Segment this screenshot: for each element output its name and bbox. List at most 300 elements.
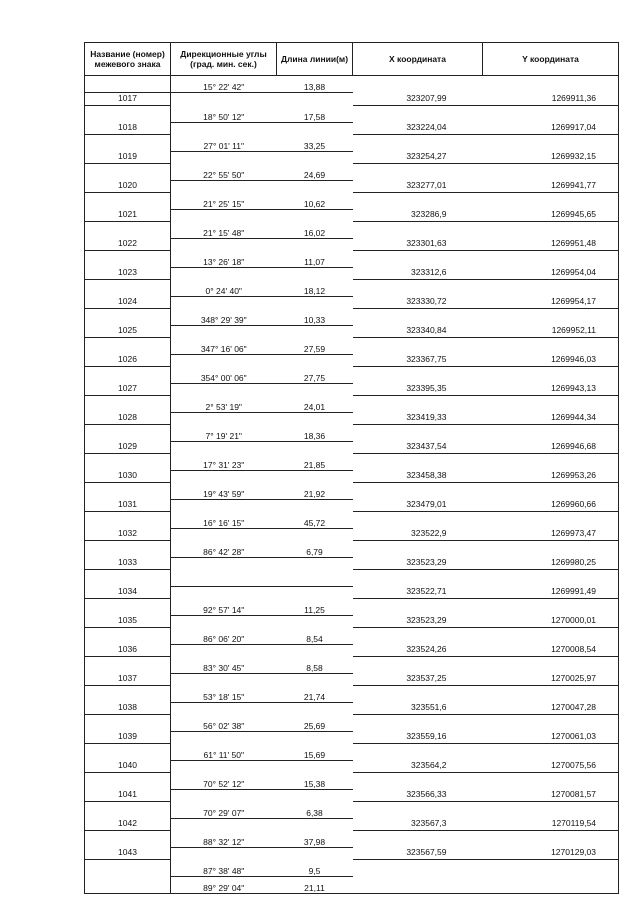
empty-cell [171, 325, 277, 338]
direction-angle-cell: 61° 11' 50" [171, 744, 277, 761]
empty-cell [277, 760, 353, 773]
line-length-cell: 9,5 [277, 860, 353, 877]
empty-cell [277, 238, 353, 251]
segment-row [85, 876, 619, 893]
empty-cell [483, 802, 619, 819]
empty-cell [483, 715, 619, 732]
segment-row [85, 860, 619, 877]
segment-row [85, 193, 619, 210]
x-coordinate-cell: 323286,9 [353, 209, 483, 222]
y-coordinate-cell: 1269952,11 [483, 325, 619, 338]
line-length-cell: 25,69 [277, 715, 353, 732]
segment-row [85, 396, 619, 413]
empty-cell [85, 512, 171, 529]
empty-cell [171, 470, 277, 483]
empty-cell [353, 367, 483, 384]
y-coordinate-cell: 1269973,47 [483, 528, 619, 541]
y-coordinate-cell: 1269954,04 [483, 267, 619, 280]
segment-row [85, 773, 619, 790]
table-row [85, 499, 619, 512]
table-row [85, 354, 619, 367]
y-coordinate-cell: 1269941,77 [483, 180, 619, 193]
segment-row [85, 686, 619, 703]
segment-row [85, 135, 619, 152]
boundary-coordinates-table [84, 42, 619, 894]
x-coordinate-cell: 323207,99 [353, 93, 483, 106]
line-length-cell: 21,74 [277, 686, 353, 703]
table-row [85, 470, 619, 483]
empty-cell [483, 541, 619, 558]
empty-cell [277, 383, 353, 396]
empty-cell [85, 628, 171, 645]
direction-angle-cell: 347° 16' 06" [171, 338, 277, 355]
empty-cell [483, 773, 619, 790]
x-coordinate-cell: 323340,84 [353, 325, 483, 338]
empty-cell [171, 383, 277, 396]
point-name-cell: 1042 [85, 818, 171, 831]
point-name-cell: 1029 [85, 441, 171, 454]
empty-cell [85, 657, 171, 674]
table-row [85, 267, 619, 280]
segment-row [85, 483, 619, 500]
direction-angle-cell [171, 570, 277, 587]
direction-angle-cell: 22° 55' 50" [171, 164, 277, 181]
line-length-cell: 18,36 [277, 425, 353, 442]
table-row [85, 122, 619, 135]
empty-cell [85, 860, 171, 877]
segment-row [85, 367, 619, 384]
empty-cell [85, 541, 171, 558]
table-row [85, 702, 619, 715]
y-coordinate-cell: 1270061,03 [483, 731, 619, 744]
segment-row [85, 164, 619, 181]
empty-cell [483, 628, 619, 645]
direction-angle-cell: 70° 52' 12" [171, 773, 277, 790]
empty-cell [353, 599, 483, 616]
empty-cell [277, 789, 353, 802]
table-row [85, 673, 619, 686]
point-name-cell: 1026 [85, 354, 171, 367]
empty-cell [277, 209, 353, 222]
line-length-cell: 16,02 [277, 222, 353, 239]
segment-row [85, 802, 619, 819]
empty-cell [277, 296, 353, 309]
x-coordinate-cell: 323522,9 [353, 528, 483, 541]
segment-row [85, 76, 619, 93]
direction-angle-cell: 92° 57' 14" [171, 599, 277, 616]
empty-cell [85, 570, 171, 587]
empty-cell [483, 222, 619, 239]
empty-cell [353, 773, 483, 790]
y-coordinate-cell: 1270047,28 [483, 702, 619, 715]
empty-cell [277, 818, 353, 831]
empty-cell [171, 441, 277, 454]
empty-cell [353, 715, 483, 732]
x-coordinate-cell: 323566,33 [353, 789, 483, 802]
direction-angle-cell: 17° 31' 23" [171, 454, 277, 471]
direction-angle-cell: 53° 18' 15" [171, 686, 277, 703]
empty-cell [353, 512, 483, 529]
empty-cell [85, 106, 171, 123]
segment-row [85, 251, 619, 268]
direction-angle-cell: 88° 32' 12" [171, 831, 277, 848]
line-length-cell: 45,72 [277, 512, 353, 529]
segment-row [85, 715, 619, 732]
y-coordinate-cell: 1269932,15 [483, 151, 619, 164]
y-coordinate-cell: 1269980,25 [483, 557, 619, 570]
empty-cell [483, 76, 619, 93]
empty-cell [85, 686, 171, 703]
line-length-cell: 21,92 [277, 483, 353, 500]
empty-cell [483, 831, 619, 848]
table-row [85, 731, 619, 744]
empty-cell [85, 483, 171, 500]
empty-cell [353, 135, 483, 152]
empty-cell [277, 615, 353, 628]
direction-angle-cell: 16° 16' 15" [171, 512, 277, 529]
empty-cell [85, 715, 171, 732]
y-coordinate-cell: 1269951,48 [483, 238, 619, 251]
point-name-cell: 1024 [85, 296, 171, 309]
direction-angle-cell: 86° 42' 28" [171, 541, 277, 558]
table-row [85, 209, 619, 222]
direction-angle-cell: 19° 43' 59" [171, 483, 277, 500]
empty-cell [85, 876, 171, 893]
line-length-cell: 10,33 [277, 309, 353, 326]
empty-cell [353, 280, 483, 297]
empty-cell [171, 818, 277, 831]
empty-cell [277, 557, 353, 570]
empty-cell [171, 354, 277, 367]
empty-cell [85, 744, 171, 761]
x-coordinate-cell: 323458,38 [353, 470, 483, 483]
empty-cell [85, 802, 171, 819]
point-name-cell: 1036 [85, 644, 171, 657]
table-row [85, 586, 619, 599]
point-name-cell: 1032 [85, 528, 171, 541]
direction-angle-cell: 70° 29' 07" [171, 802, 277, 819]
empty-cell [483, 570, 619, 587]
table-row [85, 412, 619, 425]
header-line-length: Длина линии(м) [277, 43, 353, 76]
empty-cell [353, 570, 483, 587]
empty-cell [85, 251, 171, 268]
empty-cell [277, 354, 353, 367]
empty-cell [85, 135, 171, 152]
direction-angle-cell: 56° 02' 38" [171, 715, 277, 732]
x-coordinate-cell: 323367,75 [353, 354, 483, 367]
point-name-cell: 1043 [85, 847, 171, 860]
empty-cell [85, 831, 171, 848]
direction-angle-cell: 348° 29' 39" [171, 309, 277, 326]
header-direction-angle: Дирекционные углы (град. мин. сек.) [171, 43, 277, 76]
empty-cell [171, 644, 277, 657]
point-name-cell: 1021 [85, 209, 171, 222]
empty-cell [353, 483, 483, 500]
line-length-cell: 6,38 [277, 802, 353, 819]
empty-cell [483, 106, 619, 123]
segment-row [85, 512, 619, 529]
empty-cell [171, 847, 277, 860]
x-coordinate-cell: 323551,6 [353, 702, 483, 715]
empty-cell [353, 802, 483, 819]
empty-cell [277, 731, 353, 744]
empty-cell [85, 773, 171, 790]
header-x-coordinate: X координата [353, 43, 483, 76]
empty-cell [85, 425, 171, 442]
segment-row [85, 106, 619, 123]
point-name-cell: 1022 [85, 238, 171, 251]
y-coordinate-cell: 1269911,36 [483, 93, 619, 106]
x-coordinate-cell: 323564,2 [353, 760, 483, 773]
empty-cell [483, 425, 619, 442]
point-name-cell: 1039 [85, 731, 171, 744]
empty-cell [483, 876, 619, 893]
empty-cell [353, 454, 483, 471]
point-name-cell: 1035 [85, 615, 171, 628]
empty-cell [171, 557, 277, 570]
y-coordinate-cell: 1269954,17 [483, 296, 619, 309]
x-coordinate-cell: 323523,29 [353, 615, 483, 628]
point-name-cell: 1025 [85, 325, 171, 338]
empty-cell [353, 860, 483, 877]
y-coordinate-cell: 1269945,65 [483, 209, 619, 222]
empty-cell [353, 876, 483, 893]
line-length-cell: 21,11 [277, 876, 353, 893]
empty-cell [483, 280, 619, 297]
table-row [85, 760, 619, 773]
direction-angle-cell: 18° 50' 12" [171, 106, 277, 123]
line-length-cell: 17,58 [277, 106, 353, 123]
empty-cell [277, 499, 353, 512]
segment-row [85, 425, 619, 442]
table-row [85, 557, 619, 570]
table-row [85, 528, 619, 541]
empty-cell [85, 367, 171, 384]
empty-cell [483, 193, 619, 210]
direction-angle-cell: 89° 29' 04" [171, 876, 277, 893]
point-name-cell: 1019 [85, 151, 171, 164]
direction-angle-cell: 21° 25' 15" [171, 193, 277, 210]
empty-cell [171, 702, 277, 715]
empty-cell [171, 238, 277, 251]
y-coordinate-cell: 1269943,13 [483, 383, 619, 396]
direction-angle-cell: 15° 22' 42" [171, 76, 277, 93]
point-name-cell: 1027 [85, 383, 171, 396]
empty-cell [277, 528, 353, 541]
segment-row [85, 657, 619, 674]
empty-cell [353, 338, 483, 355]
line-length-cell: 24,01 [277, 396, 353, 413]
empty-cell [85, 193, 171, 210]
empty-cell [277, 702, 353, 715]
y-coordinate-cell: 1269953,26 [483, 470, 619, 483]
empty-cell [483, 367, 619, 384]
empty-cell [483, 396, 619, 413]
empty-cell [85, 396, 171, 413]
x-coordinate-cell: 323419,33 [353, 412, 483, 425]
empty-cell [85, 599, 171, 616]
segment-row [85, 541, 619, 558]
table-row [85, 296, 619, 309]
empty-cell [85, 222, 171, 239]
empty-cell [353, 831, 483, 848]
point-name-cell: 1041 [85, 789, 171, 802]
empty-cell [353, 744, 483, 761]
empty-cell [277, 93, 353, 106]
table-header-row [85, 43, 619, 76]
empty-cell [277, 122, 353, 135]
empty-cell [171, 586, 277, 599]
table-row [85, 93, 619, 106]
x-coordinate-cell: 323559,16 [353, 731, 483, 744]
x-coordinate-cell: 323330,72 [353, 296, 483, 309]
table-body [85, 76, 619, 894]
empty-cell [171, 412, 277, 425]
line-length-cell: 18,12 [277, 280, 353, 297]
empty-cell [277, 470, 353, 483]
y-coordinate-cell: 1270000,01 [483, 615, 619, 628]
y-coordinate-cell: 1270008,54 [483, 644, 619, 657]
x-coordinate-cell: 323312,6 [353, 267, 483, 280]
y-coordinate-cell: 1270129,03 [483, 847, 619, 860]
empty-cell [353, 425, 483, 442]
empty-cell [277, 151, 353, 164]
y-coordinate-cell: 1270075,56 [483, 760, 619, 773]
x-coordinate-cell: 323522,71 [353, 586, 483, 599]
empty-cell [483, 135, 619, 152]
direction-angle-cell: 13° 26' 18" [171, 251, 277, 268]
empty-cell [171, 528, 277, 541]
x-coordinate-cell: 323537,25 [353, 673, 483, 686]
point-name-cell: 1017 [85, 93, 171, 106]
empty-cell [483, 309, 619, 326]
empty-cell [277, 412, 353, 425]
empty-cell [85, 164, 171, 181]
x-coordinate-cell: 323224,04 [353, 122, 483, 135]
point-name-cell: 1033 [85, 557, 171, 570]
header-point-name: Название (номер) межевого знака [85, 43, 171, 76]
empty-cell [277, 441, 353, 454]
x-coordinate-cell: 323277,01 [353, 180, 483, 193]
empty-cell [483, 657, 619, 674]
segment-row [85, 338, 619, 355]
empty-cell [483, 454, 619, 471]
empty-cell [353, 396, 483, 413]
empty-cell [483, 860, 619, 877]
empty-cell [353, 628, 483, 645]
empty-cell [171, 615, 277, 628]
empty-cell [353, 686, 483, 703]
empty-cell [85, 309, 171, 326]
table-row [85, 180, 619, 193]
line-length-cell: 10,62 [277, 193, 353, 210]
empty-cell [171, 731, 277, 744]
x-coordinate-cell: 323523,29 [353, 557, 483, 570]
empty-cell [353, 541, 483, 558]
direction-angle-cell: 21° 15' 48" [171, 222, 277, 239]
x-coordinate-cell: 323437,54 [353, 441, 483, 454]
line-length-cell: 33,25 [277, 135, 353, 152]
table-row [85, 238, 619, 251]
empty-cell [483, 251, 619, 268]
x-coordinate-cell: 323567,3 [353, 818, 483, 831]
segment-row [85, 454, 619, 471]
line-length-cell: 6,79 [277, 541, 353, 558]
line-length-cell: 8,54 [277, 628, 353, 645]
direction-angle-cell: 83° 30' 45" [171, 657, 277, 674]
empty-cell [353, 76, 483, 93]
empty-cell [171, 122, 277, 135]
table-row [85, 847, 619, 860]
empty-cell [85, 280, 171, 297]
direction-angle-cell: 86° 06' 20" [171, 628, 277, 645]
segment-row [85, 628, 619, 645]
direction-angle-cell: 87° 38' 48" [171, 860, 277, 877]
empty-cell [483, 483, 619, 500]
point-name-cell: 1038 [85, 702, 171, 715]
x-coordinate-cell: 323395,35 [353, 383, 483, 396]
table-row [85, 441, 619, 454]
empty-cell [277, 586, 353, 599]
segment-row [85, 222, 619, 239]
segment-row [85, 570, 619, 587]
empty-cell [171, 760, 277, 773]
line-length-cell: 13,88 [277, 76, 353, 93]
table-row [85, 789, 619, 802]
x-coordinate-cell: 323479,01 [353, 499, 483, 512]
empty-cell [171, 93, 277, 106]
y-coordinate-cell: 1269917,04 [483, 122, 619, 135]
point-name-cell: 1034 [85, 586, 171, 599]
y-coordinate-cell: 1269991,49 [483, 586, 619, 599]
direction-angle-cell: 7° 19' 21" [171, 425, 277, 442]
line-length-cell: 21,85 [277, 454, 353, 471]
header-y-coordinate: Y координата [483, 43, 619, 76]
empty-cell [85, 338, 171, 355]
table-row [85, 818, 619, 831]
empty-cell [353, 657, 483, 674]
point-name-cell: 1037 [85, 673, 171, 686]
empty-cell [353, 222, 483, 239]
empty-cell [353, 164, 483, 181]
line-length-cell: 15,38 [277, 773, 353, 790]
table-row [85, 615, 619, 628]
x-coordinate-cell: 323567,59 [353, 847, 483, 860]
table-row [85, 383, 619, 396]
segment-row [85, 280, 619, 297]
line-length-cell: 15,69 [277, 744, 353, 761]
x-coordinate-cell: 323524,26 [353, 644, 483, 657]
empty-cell [171, 789, 277, 802]
empty-cell [171, 296, 277, 309]
direction-angle-cell: 354° 00' 06" [171, 367, 277, 384]
point-name-cell: 1031 [85, 499, 171, 512]
empty-cell [277, 267, 353, 280]
line-length-cell: 27,75 [277, 367, 353, 384]
line-length-cell: 11,07 [277, 251, 353, 268]
empty-cell [277, 847, 353, 860]
empty-cell [171, 673, 277, 686]
table-row [85, 151, 619, 164]
x-coordinate-cell: 323254,27 [353, 151, 483, 164]
empty-cell [483, 338, 619, 355]
empty-cell [277, 180, 353, 193]
table-row [85, 325, 619, 338]
empty-cell [171, 267, 277, 280]
segment-row [85, 744, 619, 761]
empty-cell [171, 151, 277, 164]
